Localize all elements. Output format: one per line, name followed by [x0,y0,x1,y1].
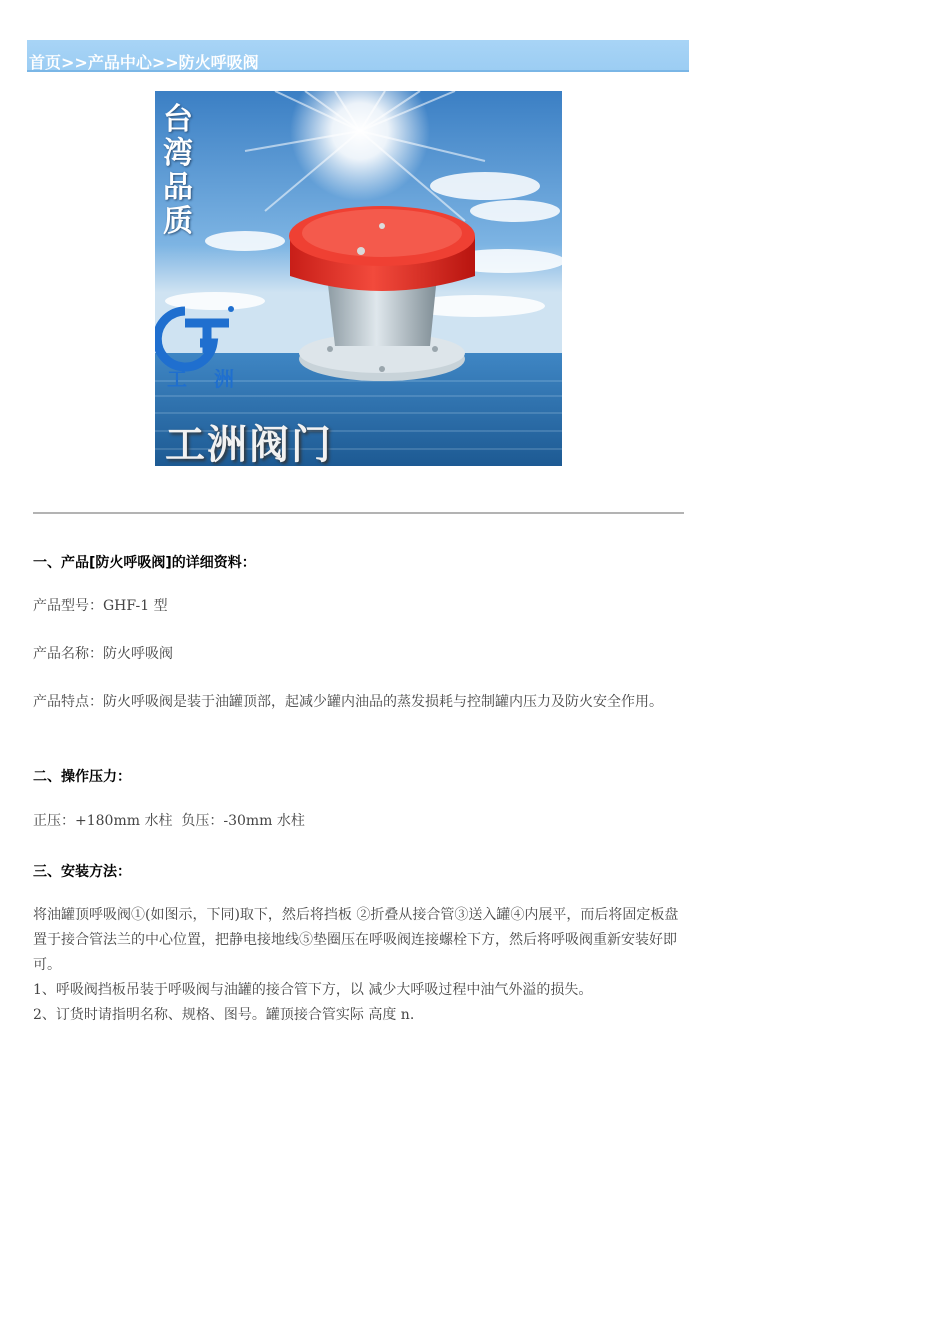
operating-pressure: 正压：+180mm 水柱 负压：-30mm 水柱 [33,813,305,829]
vertical-slogan: 台湾品质 [163,102,193,239]
product-features: 产品特点：防火呼吸阀是装于油罐顶部，起减少罐内油品的蒸发损耗与控制罐内压力及防火安全作用。 [33,694,663,710]
logo-caption: 工 洲 [167,367,244,391]
breadcrumb [27,40,689,72]
section-heading-details: 一、产品[防火呼吸阀]的详细资料： [33,555,256,571]
product-image [155,91,562,466]
installation-note-2: 2、订货时请指明名称、规格、图号。罐顶接合管实际 高度 n. [33,1007,415,1023]
installation-note-1: 1、呼吸阀挡板吊装于呼吸阀与油罐的接合管下方，以 减少大呼吸过程中油气外溢的损失。 [33,982,593,998]
breadcrumb-products-link[interactable]: 产品中心 [87,53,152,72]
product-name: 产品名称：防火呼吸阀 [33,646,173,662]
brand-caption: 工洲阀门 [165,422,333,466]
section-heading-installation: 三、安装方法： [33,864,131,880]
breadcrumb-separator: >> [61,53,88,72]
breadcrumb-home-link[interactable]: 首页 [29,53,62,72]
product-photo [155,91,562,466]
section-heading-pressure: 二、操作压力： [33,769,131,785]
breadcrumb-separator: >> [151,53,179,72]
breadcrumb-current: 防火呼吸阀 [178,53,259,72]
product-model: 产品型号：GHF-1 型 [33,598,168,614]
horizontal-divider [33,512,684,514]
installation-method: 将油罐顶呼吸阀①(如图示，下同)取下，然后将挡板 ②折叠从接合管③送入罐④内展平，而后将固定板盘置于接合管法兰的中心位置，把静电接地线⑤垫圈压在呼吸阀连接螺栓下方，然后将呼吸阀重新安装好即可。 [33,907,679,973]
